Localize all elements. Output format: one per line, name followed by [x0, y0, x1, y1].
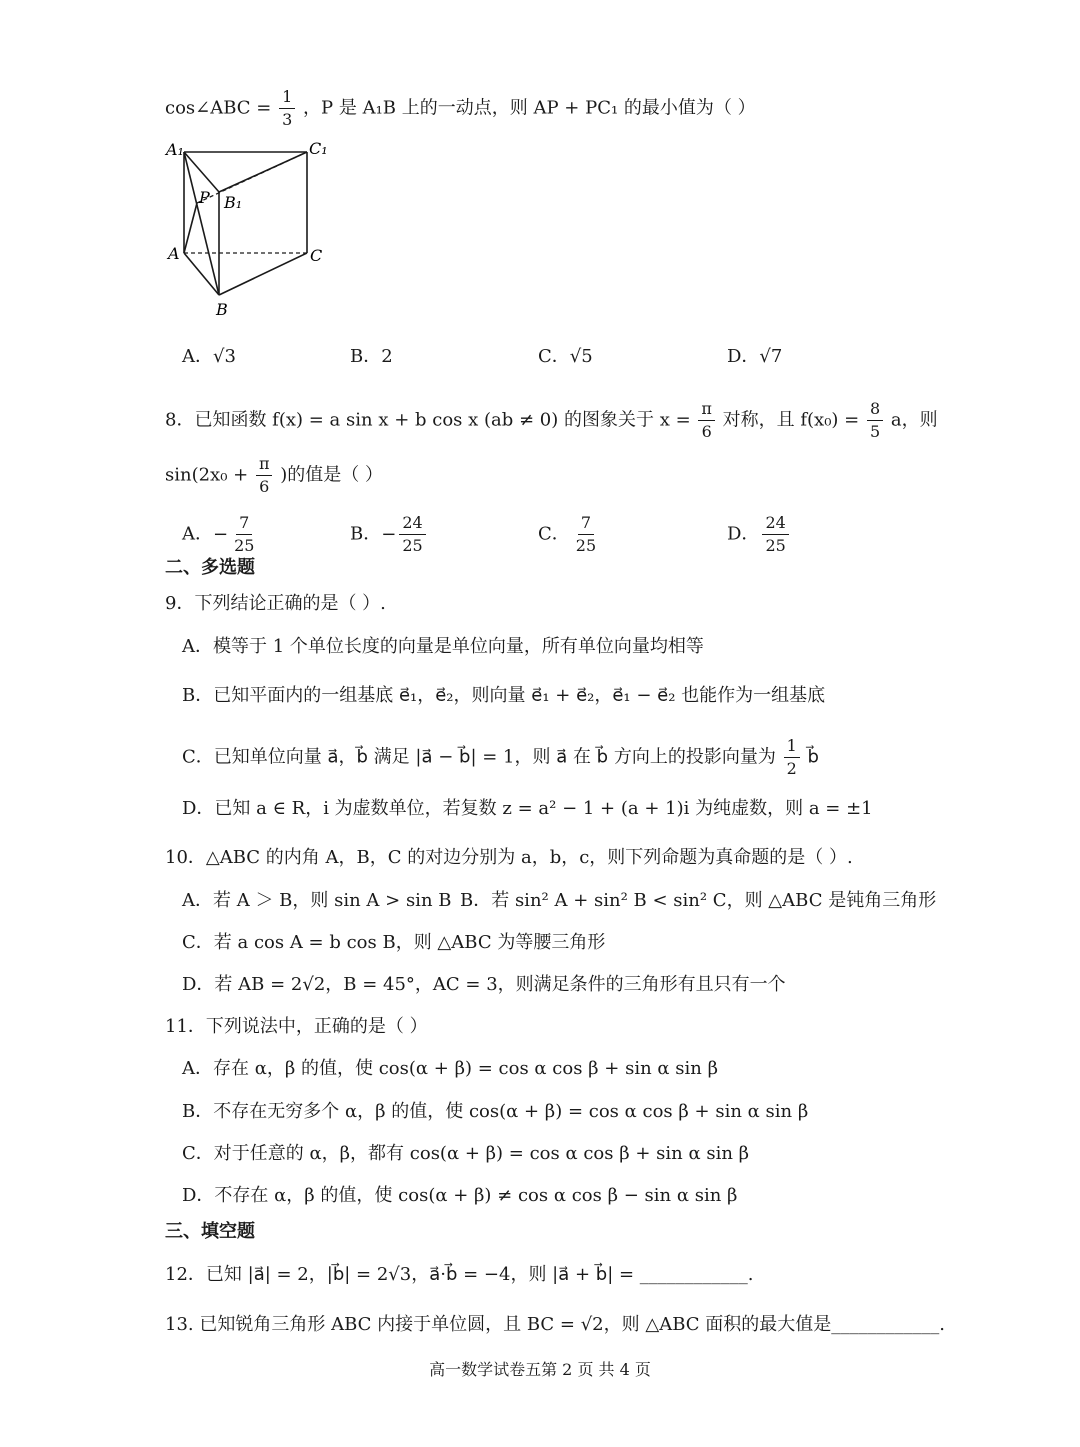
q8-line1-suffix: a，则	[890, 409, 938, 431]
q8-line2	[165, 453, 383, 498]
q8-line1-prefix: 8．已知函数 f(x) = a sin x + b cos x (ab ≠ 0) 的图象关于 x =	[165, 409, 691, 431]
q8-option-b-num: 24	[399, 512, 425, 535]
q8-option-b[interactable]	[350, 512, 428, 557]
q11-stem: 11．下列说法中，正确的是（ ）	[165, 1016, 428, 1037]
label-a: A	[168, 244, 180, 263]
q8-frac-85	[867, 398, 883, 443]
q8-line2-frac-num: π	[256, 453, 273, 476]
q8-option-a[interactable]	[182, 512, 259, 557]
q8-option-c-frac	[573, 512, 599, 557]
q8-option-a-frac	[231, 512, 257, 557]
q8-option-b-letter: B．	[350, 523, 382, 545]
edge-bc	[219, 253, 307, 295]
q7-option-c[interactable]: C．√5	[538, 346, 593, 367]
q8-line1	[165, 398, 938, 443]
q7-frac-num: 1	[279, 86, 295, 109]
q8-option-d-letter: D．	[727, 523, 760, 545]
q13[interactable]: 13. 已知锐角三角形 ABC 内接于单位圆，且 BC = √2，则 △ABC 面积的最大值是____________.	[165, 1314, 945, 1335]
q9-option-c-prefix: C．已知单位向量 a⃗，b⃗ 满足 |a⃗ − b⃗| = 1，则 a⃗ 在 b⃗ 方向上的投影向量为	[182, 746, 776, 768]
q7-option-d[interactable]: D．√7	[727, 346, 783, 367]
q9-option-a[interactable]: A．模等于 1 个单位长度的向量是单位向量，所有单位向量均相等	[182, 636, 704, 657]
q9-option-c-suffix: b⃗	[807, 746, 819, 768]
q8-line1-mid: 对称，且 f(x₀) =	[722, 409, 860, 431]
q8-line2-frac-den: 6	[259, 477, 270, 496]
section-multiple-choice: 二、多选题	[165, 557, 255, 578]
q8-option-a-num: 7	[236, 512, 252, 535]
q7-stem-suffix: ，P 是 A₁B 上的一动点，则 AP + PC₁ 的最小值为（ ）	[303, 97, 756, 119]
q8-option-a-sign: −	[213, 523, 229, 545]
q8-line2-prefix: sin(2x₀ +	[165, 464, 249, 486]
q8-frac2-den: 5	[870, 422, 881, 441]
q9-option-c[interactable]	[182, 735, 819, 780]
q8-frac1-den: 6	[701, 422, 712, 441]
q8-option-c-num: 7	[578, 512, 594, 535]
q9-c-frac-num: 1	[784, 735, 800, 758]
label-b: B	[216, 300, 228, 319]
q8-option-a-letter: A．	[182, 523, 213, 545]
label-c: C	[310, 246, 323, 265]
q10-option-c[interactable]: C．若 a cos A = b cos B，则 △ABC 为等腰三角形	[182, 932, 606, 953]
q11-option-a[interactable]: A．存在 α，β 的值，使 cos(α + β) = cos α cos β + sin α sin β	[182, 1058, 719, 1079]
q7-option-b[interactable]: B．2	[350, 346, 393, 367]
q10-option-d[interactable]: D．若 AB = 2√2，B = 45°，AC = 3，则满足条件的三角形有且只有一个	[182, 974, 786, 995]
prism-figure	[160, 135, 340, 320]
q8-option-b-den: 25	[402, 536, 423, 555]
page-footer: 高一数学试卷五第 2 页 共 4 页	[429, 1360, 651, 1379]
q8-frac1-num: π	[698, 398, 715, 421]
q9-stem: 9．下列结论正确的是（ ）.	[165, 593, 386, 614]
section-fill-in: 三、填空题	[165, 1221, 255, 1242]
q11-option-b[interactable]: B．不存在无穷多个 α，β 的值，使 cos(α + β) = cos α cos β + sin α sin β	[182, 1101, 809, 1122]
q8-option-c-letter: C．	[538, 523, 570, 545]
q12[interactable]: 12．已知 |a⃗| = 2，|b⃗| = 2√3，a⃗·b⃗ = −4，则 |a⃗ + b⃗| = ____________.	[165, 1264, 754, 1285]
q8-option-b-sign: −	[381, 523, 397, 545]
q8-frac-pi6	[698, 398, 715, 443]
q8-option-b-frac	[399, 512, 425, 557]
q9-option-d[interactable]: D．已知 a ∈ R，i 为虚数单位，若复数 z = a² − 1 + (a + 1)i 为纯虚数，则 a = ±1	[182, 798, 873, 819]
q9-option-c-frac	[784, 735, 800, 780]
q8-option-c[interactable]	[538, 512, 601, 557]
q7-fraction	[279, 86, 295, 131]
q8-option-c-den: 25	[575, 536, 597, 555]
label-b1: B₁	[224, 193, 243, 212]
q8-frac2-num: 8	[867, 398, 883, 421]
q9-option-b[interactable]: B．已知平面内的一组基底 e⃗₁，e⃗₂，则向量 e⃗₁ + e⃗₂，e⃗₁ − e⃗₂ 也能作为一组基底	[182, 685, 826, 706]
q7-option-a[interactable]: A．√3	[182, 346, 236, 367]
q8-line2-suffix: )的值是（ ）	[280, 464, 383, 486]
q7-stem	[165, 86, 756, 131]
label-c1: C₁	[309, 139, 328, 158]
q8-option-d-num: 24	[762, 512, 788, 535]
q11-option-d[interactable]: D．不存在 α，β 的值，使 cos(α + β) ≠ cos α cos β − sin α sin β	[182, 1185, 738, 1206]
q7-stem-prefix: cos∠ABC =	[165, 97, 272, 119]
q8-option-a-den: 25	[234, 536, 255, 555]
q9-c-frac-den: 2	[786, 759, 797, 778]
q10-option-b[interactable]: B．若 sin² A + sin² B < sin² C，则 △ABC 是钝角三角形	[460, 890, 937, 911]
q10-option-a[interactable]: A．若 A ＞ B，则 sin A > sin B	[182, 890, 452, 911]
label-a1: A₁	[166, 140, 184, 159]
q8-option-d-frac	[762, 512, 788, 557]
q10-stem: 10．△ABC 的内角 A，B，C 的对边分别为 a，b，c，则下列命题为真命题的是（ ）.	[165, 847, 853, 868]
q11-option-c[interactable]: C．对于任意的 α，β，都有 cos(α + β) = cos α cos β + sin α sin β	[182, 1143, 750, 1164]
label-p: P	[199, 188, 210, 207]
segment-ap	[184, 203, 197, 253]
q8-option-d[interactable]	[727, 512, 791, 557]
q8-line2-frac	[256, 453, 273, 498]
q7-frac-den: 3	[282, 110, 293, 129]
q8-option-d-den: 25	[765, 536, 786, 555]
